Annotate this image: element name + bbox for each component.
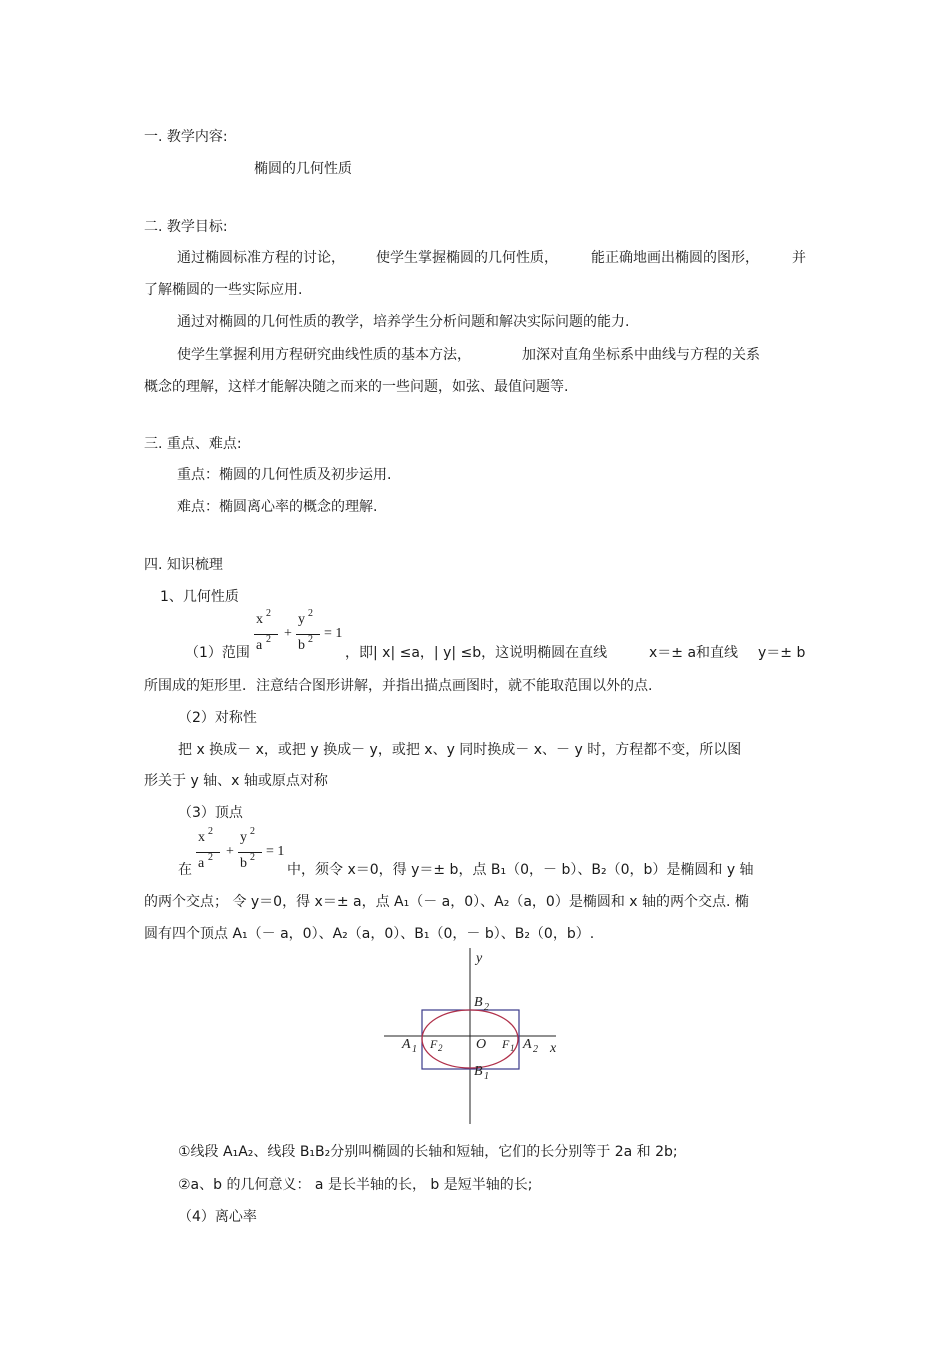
ellipse-figure — [384, 948, 564, 1126]
goal-3-part-a: 使学生掌握利用方程研究曲线性质的基本方法， — [177, 347, 471, 363]
section-2-title: 二. 教学目标: — [144, 219, 228, 235]
x-axis-label: x — [550, 1041, 557, 1056]
label-A1: A — [402, 1037, 411, 1052]
goal-1-part-d: 并 — [792, 250, 806, 266]
goal-1-part-b: 使学生掌握椭圆的几何性质， — [376, 250, 558, 266]
label-F2-sub: 2 — [438, 1043, 443, 1053]
key-point: 重点：椭圆的几何性质及初步运用. — [177, 467, 392, 483]
label-B1-sub: 1 — [484, 1071, 489, 1082]
ellipse-equation-1: x 2 a 2 + y 2 b 2 = 1 — [256, 608, 343, 653]
range-text-1: ，即| x| ≤a，| y| ≤b，这说明椭圆在直线 — [345, 645, 608, 661]
axis-note: ①线段 A₁A₂、线段 B₁B₂分别叫椭圆的长轴和短轴，它们的长分别等于 2a 和 2b; — [178, 1144, 678, 1160]
label-A2: A — [523, 1037, 532, 1052]
symmetry-title: （2）对称性 — [178, 710, 257, 726]
section-1-content: 椭圆的几何性质 — [254, 161, 352, 177]
label-origin: O — [476, 1037, 487, 1052]
goal-1-part-e: 了解椭圆的一些实际应用. — [144, 282, 303, 298]
vertex-text-in: 在 — [178, 862, 192, 878]
subsection-1-title: 1、几何性质 — [160, 589, 239, 605]
label-A2-sub: 2 — [533, 1044, 538, 1055]
vertex-text-3: 圆有四个顶点 A₁（－ a，0）、A₂（a，0）、B₁（0，－ b）、B₂（0，b）. — [144, 926, 595, 942]
range-text-4: 所围成的矩形里．注意结合图形讲解，并指出描点画图时，就不能取范围以外的点. — [144, 678, 653, 694]
range-text-3: y＝± b — [758, 645, 806, 661]
label-A1-sub: 1 — [412, 1044, 417, 1055]
symmetry-text-1: 把 x 换成－ x，或把 y 换成－ y，或把 x、y 同时换成－ x、－ y 时，方程都不变，所以图 — [178, 742, 742, 758]
vertex-title: （3）顶点 — [178, 805, 243, 821]
goal-3-part-c: 概念的理解，这样才能解决随之而来的一些问题，如弦、最值问题等. — [144, 379, 569, 395]
difficult-point: 难点：椭圆离心率的概念的理解. — [177, 499, 378, 515]
meaning-note: ②a、b 的几何意义： a 是长半轴的长， b 是短半轴的长; — [178, 1177, 533, 1193]
label-B1: B — [474, 1064, 483, 1079]
label-B2-sub: 2 — [484, 1002, 489, 1013]
goal-3-part-b: 加深对直角坐标系中曲线与方程的关系 — [522, 347, 760, 363]
vertex-text-2: 的两个交点； 令 y＝0，得 x＝± a，点 A₁（－ a，0）、A₂（a，0）是椭圆和 x 轴的两个交点. 椭 — [144, 894, 749, 910]
section-3-title: 三. 重点、难点: — [144, 436, 242, 452]
label-F1-sub: 1 — [510, 1043, 515, 1053]
y-axis-label: y — [476, 951, 483, 966]
ellipse-equation-2: x 2 a 2 + y 2 b 2 = 1 — [198, 826, 285, 871]
range-label: （1）范围 — [185, 645, 250, 661]
label-F2: F — [430, 1037, 438, 1051]
goal-1-part-c: 能正确地画出椭圆的图形， — [591, 250, 759, 266]
symmetry-text-2: 形关于 y 轴、x 轴或原点对称 — [144, 773, 328, 789]
label-B2: B — [474, 995, 483, 1010]
range-text-2: x＝± a和直线 — [649, 645, 739, 661]
section-1-title: 一. 教学内容: — [144, 129, 228, 145]
section-4-title: 四. 知识梳理 — [144, 557, 223, 573]
goal-1-part-a: 通过椭圆标准方程的讨论， — [177, 250, 345, 266]
label-F1: F — [502, 1037, 510, 1051]
eccentricity-title: （4）离心率 — [178, 1209, 257, 1225]
vertex-text-1: 中，须令 x＝0，得 y＝± b，点 B₁（0，－ b）、B₂（0，b）是椭圆和 y 轴 — [287, 862, 754, 878]
goal-2: 通过对椭圆的几何性质的教学，培养学生分析问题和解决实际问题的能力. — [177, 314, 630, 330]
